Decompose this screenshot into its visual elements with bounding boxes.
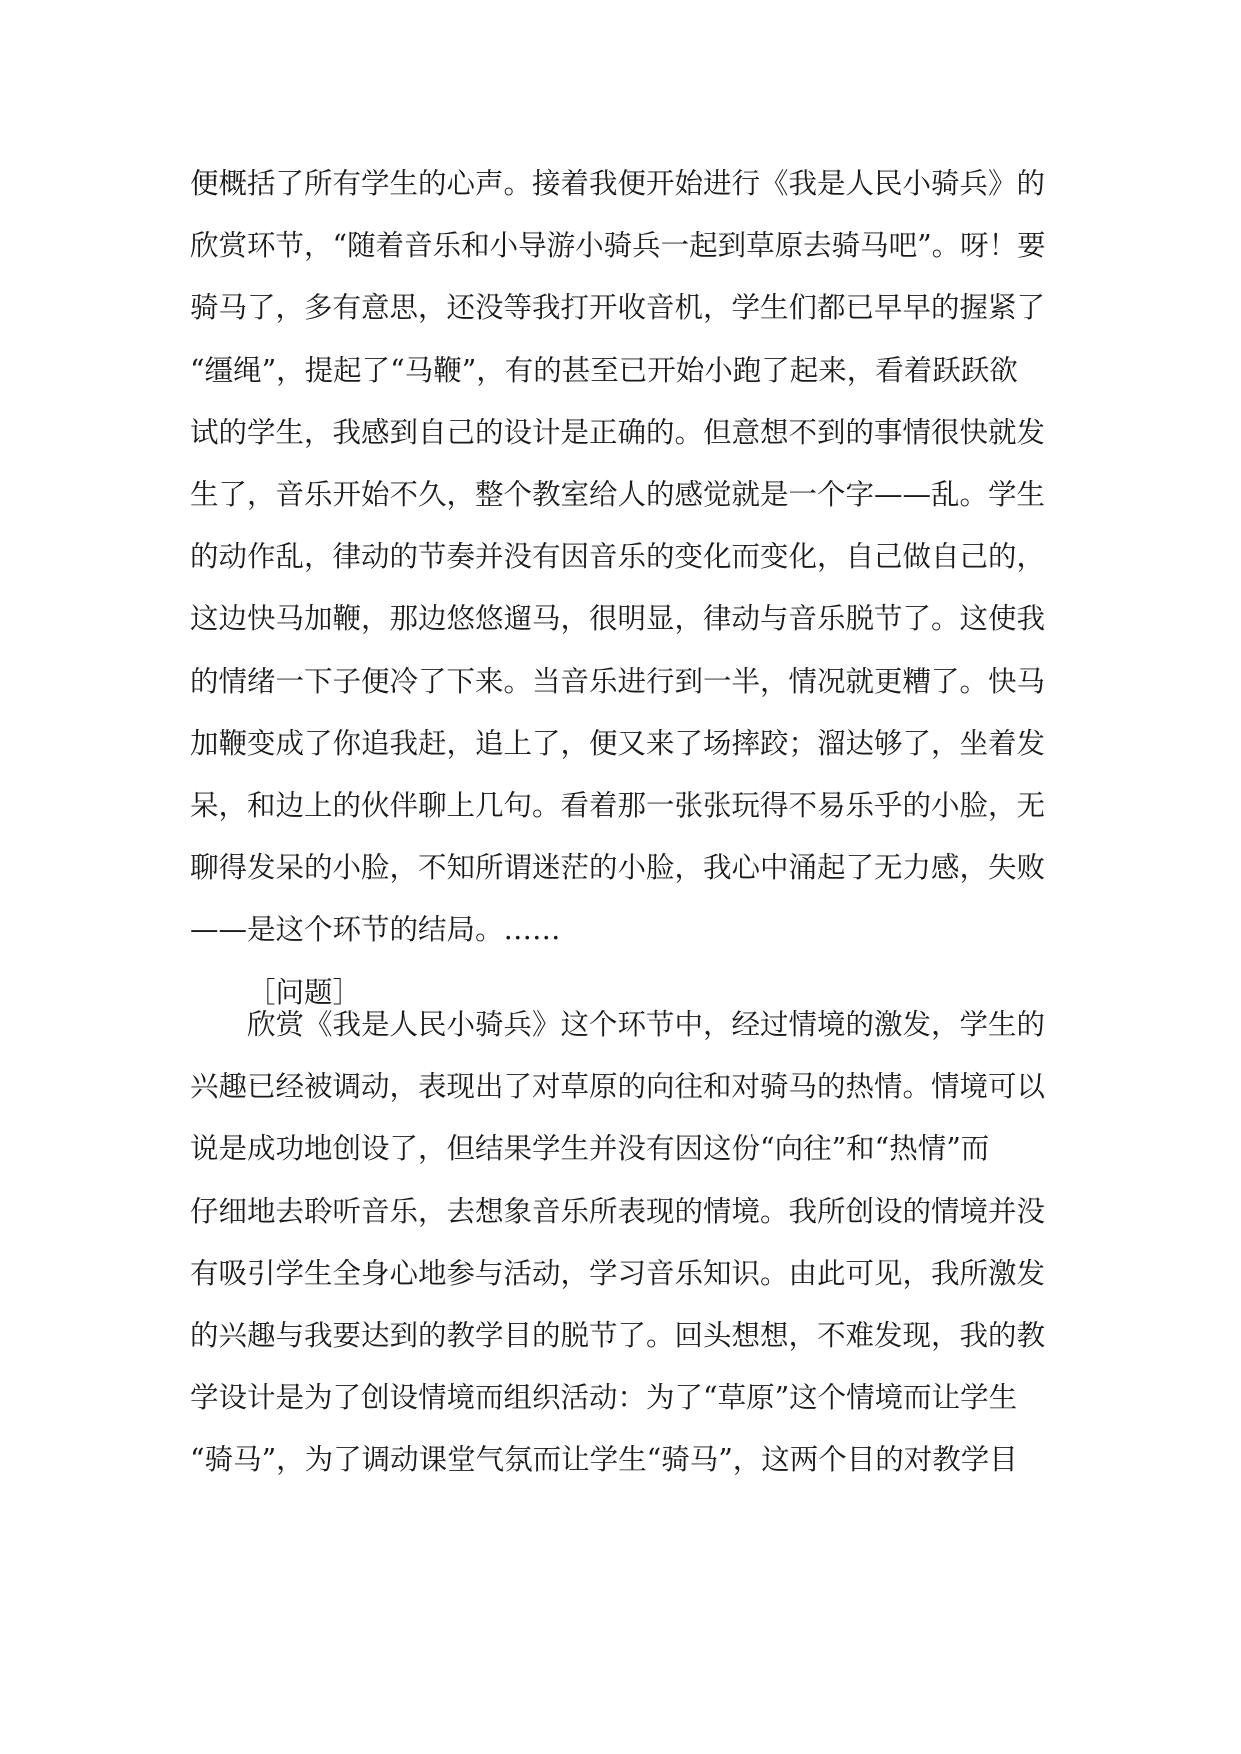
section-heading: ［问题］ bbox=[247, 975, 362, 1009]
text-line: 骑马了，多有意思，还没等我打开收音机，学生们都已早早的握紧了 bbox=[190, 291, 1046, 325]
text-line: 生了，音乐开始不久，整个教室给人的感觉就是一个字——乱。学生 bbox=[190, 478, 1046, 512]
text-line: 的动作乱，律动的节奏并没有因音乐的变化而变化，自己做自己的， bbox=[190, 540, 1046, 574]
narrative-paragraph bbox=[190, 153, 1060, 1024]
text-line: 的兴趣与我要达到的教学目的脱节了。回头想想，不难发现，我的教 bbox=[190, 1319, 1046, 1353]
text-line: 这边快马加鞭，那边悠悠遛马，很明显，律动与音乐脱节了。这使我 bbox=[190, 602, 1046, 636]
text-line: 仔细地去聆听音乐，去想象音乐所表现的情境。我所创设的情境并没 bbox=[190, 1194, 1046, 1228]
text-line: “骑马”，为了调动课堂气氛而让学生“骑马”，这两个目的对教学目 bbox=[190, 1443, 1018, 1477]
text-line: 聊得发呆的小脸，不知所谓迷茫的小脸，我心中涌起了无力感，失败 bbox=[190, 851, 1046, 885]
text-line: ——是这个环节的结局。…… bbox=[190, 913, 561, 947]
text-line: 便概括了所有学生的心声。接着我便开始进行《我是人民小骑兵》的 bbox=[190, 167, 1046, 200]
text-line: 欣赏环节，“随着音乐和小导游小骑兵一起到草原去骑马吧”。呀！要 bbox=[190, 229, 1046, 263]
text-line: 欣赏《我是人民小骑兵》这个环节中，经过情境的激发，学生的 bbox=[247, 1008, 1046, 1041]
text-line: 说是成功地创设了，但结果学生并没有因这份“向往”和“热情”而 bbox=[190, 1132, 990, 1166]
text-line: 的情绪一下子便冷了下来。当音乐进行到一半，情况就更糟了。快马 bbox=[190, 664, 1046, 698]
text-line: 学设计是为了创设情境而组织活动：为了“草原”这个情境而让学生 bbox=[190, 1381, 1018, 1415]
question-paragraph bbox=[190, 994, 1060, 1492]
text-line: 试的学生，我感到自己的设计是正确的。但意想不到的事情很快就发 bbox=[190, 415, 1046, 449]
text-line: 呆，和边上的伙伴聊上几句。看着那一张张玩得不易乐乎的小脸，无 bbox=[190, 789, 1046, 823]
text-line: 加鞭变成了你追我赶，追上了，便又来了场摔跤；溜达够了，坐着发 bbox=[190, 726, 1046, 760]
text-line: 有吸引学生全身心地参与活动，学习音乐知识。由此可见，我所激发 bbox=[190, 1256, 1046, 1290]
text-line: “缰绳”，提起了“马鞭”，有的甚至已开始小跑了起来，看着跃跃欲 bbox=[190, 353, 1018, 387]
text-line: 兴趣已经被调动，表现出了对草原的向往和对骑马的热情。情境可以 bbox=[190, 1070, 1046, 1104]
